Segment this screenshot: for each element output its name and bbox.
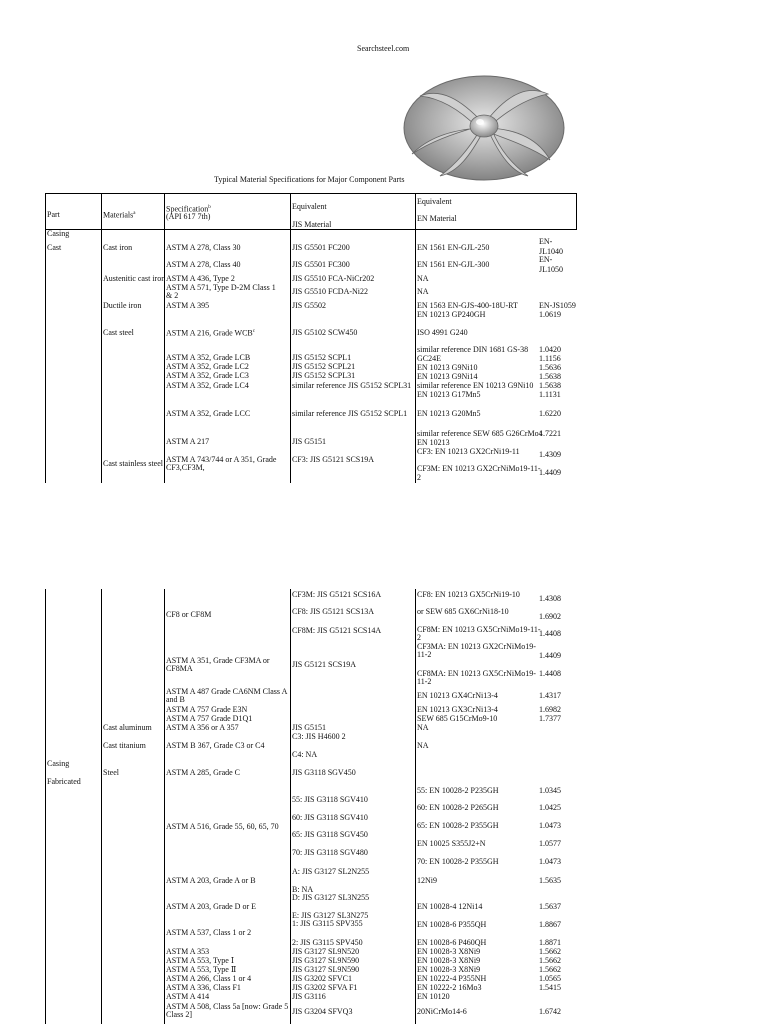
en-cell-cont: EN 10213 bbox=[417, 438, 450, 447]
table-row: ASTM A 278, Class 40 bbox=[166, 260, 241, 269]
num-cell: 1.0345 bbox=[539, 786, 561, 795]
jis-cell: JIS G5510 FCA-NiCr202 bbox=[292, 274, 375, 283]
num-cell: 1.5638 bbox=[539, 372, 561, 381]
en-cell: EN 10028-4 12Ni14 bbox=[417, 902, 483, 911]
part-casing-label: Casing bbox=[47, 759, 70, 768]
en-cell-cont: 2 bbox=[417, 473, 421, 482]
en-cell: EN 1563 EN-GJS-400-18U-RT bbox=[417, 301, 518, 310]
jis-cell: CF3M: JIS G5121 SCS16A bbox=[292, 590, 382, 599]
en-cell: similar reference DIN 1681 GS-38 bbox=[417, 345, 529, 354]
en-cell: EN 10222-4 P355NH bbox=[417, 974, 487, 983]
jis-cell: 1: JIS G3115 SPV355 bbox=[292, 919, 363, 928]
en-cell: CF3M: EN 10213 GX2CrNiMo19-11- bbox=[417, 464, 541, 473]
header-jis-equivalent: Equivalent bbox=[292, 202, 327, 211]
header-jis-material: JIS Material bbox=[292, 220, 332, 229]
en-cell: EN 10120 bbox=[417, 992, 450, 1001]
jis-cell: CF8M: JIS G5121 SCS14A bbox=[292, 626, 382, 635]
num-cell: 1.6982 bbox=[539, 705, 561, 714]
num-cell: 1.8871 bbox=[539, 938, 561, 947]
spec-cell-cont: Class 2] bbox=[166, 1010, 192, 1019]
en-cell: EN 10028-3 X8Ni9 bbox=[417, 947, 481, 956]
header-materials: Materials$^a$ bbox=[103, 210, 136, 220]
material-cast-steel: Cast steel bbox=[103, 328, 134, 337]
material-cast-stainless: Cast stainless steel bbox=[103, 459, 163, 468]
jis-cell: JIS G5152 SCPL31 bbox=[292, 371, 356, 380]
jis-cell: CF3: JIS G5121 SCS19A bbox=[292, 455, 375, 464]
table-row: ASTM A 216, Grade WCB$^c$ bbox=[166, 328, 255, 338]
jis-cell: JIS G3202 SFVC1 bbox=[292, 974, 353, 983]
table-row: ASTM A 537, Class 1 or 2 bbox=[166, 928, 252, 937]
table-row: ASTM A 395 bbox=[166, 301, 210, 310]
material-cast-titanium: Cast titanium bbox=[103, 741, 146, 750]
en-cell: NA bbox=[417, 274, 429, 283]
jis-cell: JIS G5121 SCS19A bbox=[292, 660, 357, 669]
table-row: ASTM A 508, Class 5a [now: Grade 5 bbox=[166, 1002, 289, 1011]
jis-cell: JIS G5151 bbox=[292, 437, 327, 446]
en-cell: EN 10213 G9Ni10 bbox=[417, 363, 478, 372]
num-cell: 1.4309 bbox=[539, 450, 561, 459]
num-cell: 1.1156 bbox=[539, 354, 561, 363]
en-cell: 12Ni9 bbox=[417, 876, 437, 885]
table-row: CF8 or CF8M bbox=[166, 610, 212, 619]
en-cell-cont: EN 10213 GP240GH bbox=[417, 310, 486, 319]
spec-cell-cont: and B bbox=[166, 695, 185, 704]
header-en-material: EN Material bbox=[417, 214, 457, 223]
en-cell: EN 10213 GX3CrNi13-4 bbox=[417, 705, 498, 714]
part-cast-label: Cast bbox=[47, 243, 62, 252]
en-cell-cont: 2 bbox=[417, 633, 421, 642]
en-cell: NA bbox=[417, 723, 429, 732]
jis-cell: JIS G5501 FC200 bbox=[292, 243, 350, 252]
en-cell: similar reference EN 10213 G9Ni10 bbox=[417, 381, 534, 390]
jis-cell: 65: JIS G3118 SGV450 bbox=[292, 830, 368, 839]
jis-cell: JIS G5102 SCW450 bbox=[292, 328, 358, 337]
en-cell: CF8: EN 10213 GX5CrNi19-10 bbox=[417, 590, 520, 599]
en-cell: 65: EN 10028-2 P355GH bbox=[417, 821, 499, 830]
impeller-image bbox=[400, 68, 568, 184]
en-cell: SEW 685 G15CrMo9-10 bbox=[417, 714, 498, 723]
en-cell: CF8M: EN 10213 GX5CrNiMo19-11- bbox=[417, 625, 541, 634]
num-cell: EN- bbox=[539, 255, 553, 264]
num-cell: EN-JS1059 bbox=[539, 301, 576, 310]
material-steel: Steel bbox=[103, 768, 119, 777]
num-cell: 1.6902 bbox=[539, 612, 561, 621]
num-cell: 1.0425 bbox=[539, 803, 561, 812]
en-cell: 55: EN 10028-2 P235GH bbox=[417, 786, 499, 795]
table-row: ASTM A 336, Class F1 bbox=[166, 983, 241, 992]
jis-cell: JIS G3118 SGV450 bbox=[292, 768, 356, 777]
table-row: ASTM A 203, Grade A or B bbox=[166, 876, 256, 885]
en-cell: or SEW 685 GX6CrNi18-10 bbox=[417, 607, 509, 616]
material-ductile-iron: Ductile iron bbox=[103, 301, 142, 310]
en-cell: 60: EN 10028-2 P265GH bbox=[417, 803, 499, 812]
table-row: ASTM A 352, Grade LCC bbox=[166, 409, 251, 418]
jis-cell: JIS G3127 SL9N590 bbox=[292, 956, 360, 965]
jis-cell: 60: JIS G3118 SGV410 bbox=[292, 813, 368, 822]
jis-cell: JIS G5152 SCPL21 bbox=[292, 362, 356, 371]
num-cell: 1.0473 bbox=[539, 857, 561, 866]
site-name: Searchsteel.com bbox=[357, 44, 410, 53]
en-cell-cont: 11-2 bbox=[417, 650, 432, 659]
num-cell: 1.6742 bbox=[539, 1007, 561, 1016]
table-row: ASTM A 553, Type Ⅰ bbox=[166, 956, 235, 965]
table-row: ASTM A 352, Grade LC2 bbox=[166, 362, 249, 371]
en-cell: EN 10025 S355J2+N bbox=[417, 839, 486, 848]
num-cell: 1.5635 bbox=[539, 876, 561, 885]
material-austenitic-cast-iron: Austenitic cast iron bbox=[103, 274, 166, 283]
num-cell: 1.5638 bbox=[539, 381, 561, 390]
table-row: ASTM A 353 bbox=[166, 947, 210, 956]
en-cell: GC24E bbox=[417, 354, 441, 363]
num-cell: 1.0473 bbox=[539, 821, 561, 830]
table-row: ASTM A 757 Grade E3N bbox=[166, 705, 248, 714]
jis-cell: JIS G5502 bbox=[292, 301, 327, 310]
jis-cell: JIS G3204 SFVQ3 bbox=[292, 1007, 353, 1016]
jis-cell: C4: NA bbox=[292, 750, 318, 759]
material-cast-iron: Cast iron bbox=[103, 243, 133, 252]
table-row: ASTM A 278, Class 30 bbox=[166, 243, 241, 252]
spec-cell-cont: CF8MA bbox=[166, 664, 193, 673]
jis-cell: B: NA bbox=[292, 885, 314, 894]
num-cell: 1.0577 bbox=[539, 839, 561, 848]
num-cell: 1.5662 bbox=[539, 956, 561, 965]
num-cell: 1.4408 bbox=[539, 629, 561, 638]
jis-cell: 2: JIS G3115 SPV450 bbox=[292, 938, 363, 947]
en-cell: EN 10222-2 16Mo3 bbox=[417, 983, 482, 992]
en-cell: EN 10213 G9Ni14 bbox=[417, 372, 478, 381]
en-cell: EN 10213 GX4CrNi13-4 bbox=[417, 691, 498, 700]
num-cell: EN- bbox=[539, 237, 553, 246]
num-cell: 1.1131 bbox=[539, 390, 561, 399]
en-cell: EN 1561 EN-GJL-300 bbox=[417, 260, 490, 269]
material-cast-aluminum: Cast aluminum bbox=[103, 723, 152, 732]
num-cell: 1.4317 bbox=[539, 691, 561, 700]
table-row: ASTM A 743/744 or A 351, Grade bbox=[166, 455, 277, 464]
jis-cell: E: JIS G3127 SL3N275 bbox=[292, 911, 369, 920]
table-row: ASTM A 553, Type Ⅱ bbox=[166, 965, 237, 974]
num-cell: 1.5636 bbox=[539, 363, 561, 372]
table-row: ASTM A 285, Grade C bbox=[166, 768, 240, 777]
jis-cell: 55: JIS G3118 SGV410 bbox=[292, 795, 368, 804]
jis-cell: A: JIS G3127 SL2N255 bbox=[292, 867, 370, 876]
jis-cell: JIS G3202 SFVA F1 bbox=[292, 983, 358, 992]
num-cell: 1.7377 bbox=[539, 714, 561, 723]
en-cell: EN 10028-6 P460QH bbox=[417, 938, 487, 947]
table-row: ASTM A 356 or A 357 bbox=[166, 723, 239, 732]
en-cell: CF8MA: EN 10213 GX5CrNiMo19- bbox=[417, 669, 536, 678]
table-row: ASTM A 266, Class 1 or 4 bbox=[166, 974, 252, 983]
jis-cell: JIS G5152 SCPL1 bbox=[292, 353, 352, 362]
num-cell: 1.4409 bbox=[539, 468, 561, 477]
table-row: ASTM A 352, Grade LCB bbox=[166, 353, 251, 362]
num-cell: JL1050 bbox=[539, 265, 563, 274]
header-specification: Specification$^b$ bbox=[166, 204, 211, 214]
jis-cell: CF8: JIS G5121 SCS13A bbox=[292, 607, 375, 616]
en-cell: EN 10028-3 X8Ni9 bbox=[417, 956, 481, 965]
table-row: ASTM A 414 bbox=[166, 992, 210, 1001]
en-cell: NA bbox=[417, 741, 429, 750]
num-cell: 1.0619 bbox=[539, 310, 561, 319]
document-title: Typical Material Specifications for Major Component Parts bbox=[214, 175, 405, 184]
table-row: ASTM A 487 Grade CA6NM Class A bbox=[166, 687, 288, 696]
table-row: ASTM A 352, Grade LC3 bbox=[166, 371, 249, 380]
en-cell: EN 10213 G17Mn5 bbox=[417, 390, 481, 399]
num-cell: 1.7221 bbox=[539, 429, 561, 438]
jis-cell-cont: C3: JIS H4600 2 bbox=[292, 732, 346, 741]
jis-cell: similar reference JIS G5152 SCPL31 bbox=[292, 381, 412, 390]
jis-cell: JIS G3127 SL9N520 bbox=[292, 947, 360, 956]
table-row: ASTM A 217 bbox=[166, 437, 210, 446]
en-cell: EN 10028-3 X8Ni9 bbox=[417, 965, 481, 974]
num-cell: 1.5415 bbox=[539, 983, 561, 992]
num-cell: 1.4409 bbox=[539, 651, 561, 660]
jis-cell: JIS G3116 bbox=[292, 992, 326, 1001]
num-cell: JL1040 bbox=[539, 247, 563, 256]
en-cell: EN 10028-6 P355QH bbox=[417, 920, 487, 929]
part-fabricated-label: Fabricated bbox=[47, 777, 81, 786]
en-cell: 70: EN 10028-2 P355GH bbox=[417, 857, 499, 866]
header-specification-sub: (API 617 7th) bbox=[166, 212, 211, 221]
jis-cell: 70: JIS G3118 SGV480 bbox=[292, 848, 368, 857]
table-row: ASTM A 757 Grade D1Q1 bbox=[166, 714, 253, 723]
part-casing-label: Casing bbox=[47, 229, 70, 238]
en-cell: 20NiCrMo14-6 bbox=[417, 1007, 467, 1016]
spec-cell-cont: CF3,CF3M, bbox=[166, 463, 205, 472]
en-cell-cont: 11-2 bbox=[417, 677, 432, 686]
jis-cell: JIS G3127 SL9N590 bbox=[292, 965, 360, 974]
num-cell: 1.4408 bbox=[539, 669, 561, 678]
jis-cell: JIS G5501 FC300 bbox=[292, 260, 350, 269]
num-cell: 1.5662 bbox=[539, 947, 561, 956]
table-row: ASTM A 351, Grade CF3MA or bbox=[166, 656, 270, 665]
num-cell: 1.8867 bbox=[539, 920, 561, 929]
table-row: ASTM A 352, Grade LC4 bbox=[166, 381, 249, 390]
jis-cell: JIS G5151 bbox=[292, 723, 327, 732]
en-cell: EN 10213 G20Mn5 bbox=[417, 409, 481, 418]
jis-cell: similar reference JIS G5152 SCPL1 bbox=[292, 409, 408, 418]
header-part: Part bbox=[47, 210, 60, 219]
num-cell: 1.6220 bbox=[539, 409, 561, 418]
en-cell: NA bbox=[417, 287, 429, 296]
en-cell: CF3: EN 10213 GX2CrNi19-11 bbox=[417, 447, 520, 456]
table-row: ASTM A 571, Type D-2M Class 1 bbox=[166, 283, 276, 292]
num-cell: 1.0565 bbox=[539, 974, 561, 983]
table-row: ASTM B 367, Grade C3 or C4 bbox=[166, 741, 265, 750]
en-cell: ISO 4991 G240 bbox=[417, 328, 468, 337]
jis-cell: D: JIS G3127 SL3N255 bbox=[292, 893, 370, 902]
en-cell: EN 1561 EN-GJL-250 bbox=[417, 243, 490, 252]
spec-cell-cont: & 2 bbox=[166, 291, 179, 300]
num-cell: 1.5637 bbox=[539, 902, 561, 911]
num-cell: 1.4308 bbox=[539, 594, 561, 603]
table-row: ASTM A 436, Type 2 bbox=[166, 274, 235, 283]
num-cell: 1.5662 bbox=[539, 965, 561, 974]
en-cell: CF3MA: EN 10213 GX2CrNiMo19- bbox=[417, 642, 536, 651]
header-en-equivalent: Equivalent bbox=[417, 197, 452, 206]
jis-cell: JIS G5510 FCDA-Ni22 bbox=[292, 287, 369, 296]
num-cell: 1.0420 bbox=[539, 345, 561, 354]
en-cell: similar reference SEW 685 G26CrMo4 bbox=[417, 429, 543, 438]
table-row: ASTM A 203, Grade D or E bbox=[166, 902, 256, 911]
table-row: ASTM A 516, Grade 55, 60, 65, 70 bbox=[166, 822, 279, 831]
